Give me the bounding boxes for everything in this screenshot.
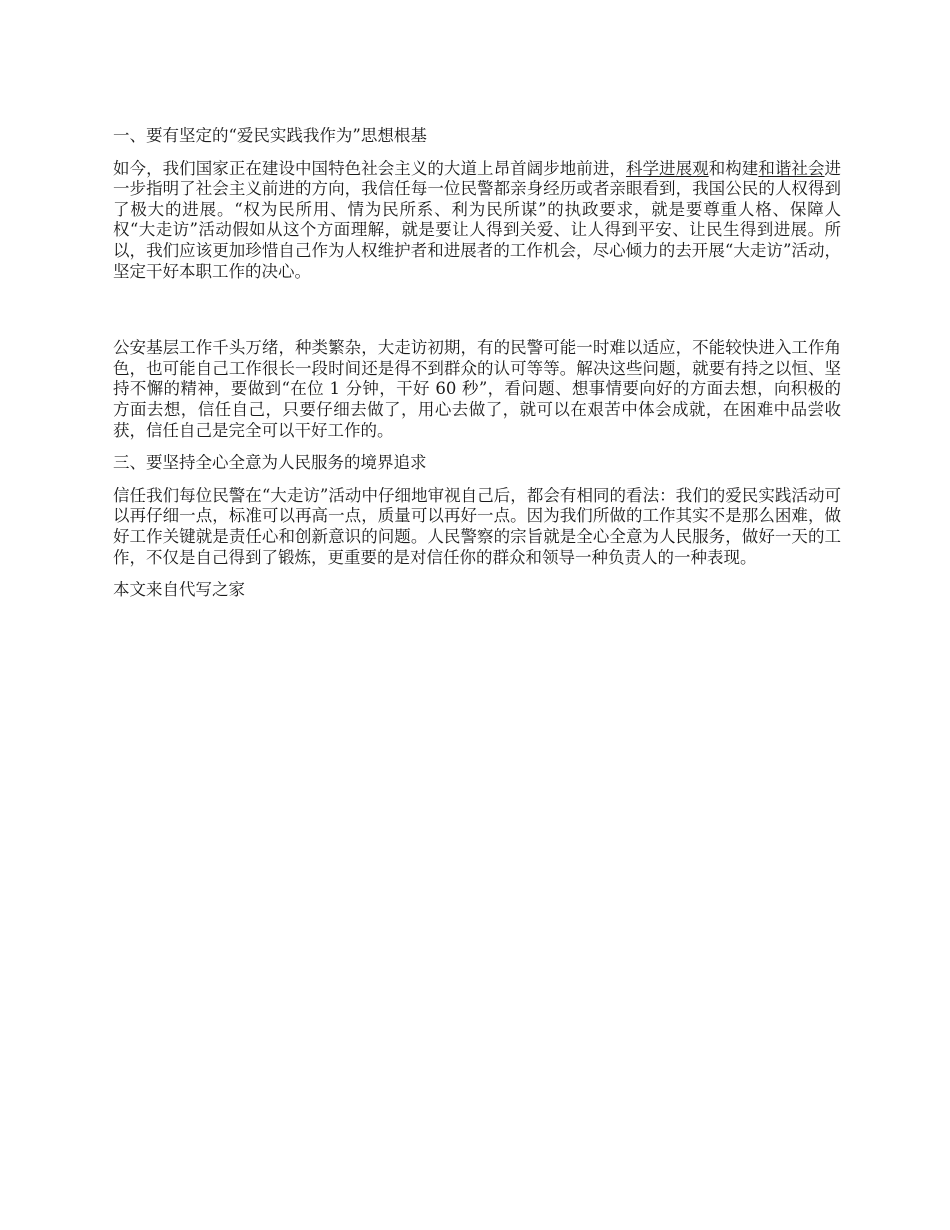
section-1-text-rest: 进一步指明了社会主义前进的方向，我信任每一位民警都亲身经历或者亲眼看到，我国公民的人权得到了极大的进展。“权为民所用、情为民所系、利为民所谋”的执政要求，就是要尊重人格、保障人权“大走访”活动假如从这个方面理解，就是要让人得到关爱、让人得到平安、让民生得到进展。所以，我们应该更加珍惜自己作为人权维护者和进展者的工作机会，尽心倾力的去开展“大走访”活动，坚定干好本职工作的决心。 <box>113 158 842 281</box>
section-3-heading: 三、要坚持全心全意为人民服务的境界追求 <box>113 453 427 473</box>
section-gap <box>113 294 841 338</box>
source-note: 本文来自代写之家 <box>113 580 245 600</box>
section-1-paragraph <box>113 159 841 283</box>
section-2-paragraph: 公安基层工作千头万绪，种类繁杂，大走访初期，有的民警可能一时难以适应，不能较快进入工作角色，也可能自己工作很长一段时间还是得不到群众的认可等等。解决这些问题，就要有持之以恒、坚持不懈的精神，要做到“在位 1 分钟，干好 60 秒”，看问题、想事情要向好的方面去想，向积极的方面去想，信任自己，只要仔细去做了，用心去做了，就可以在艰苦中体会成就，在困难中品尝收获，信任自己是完全可以干好工作的。 <box>113 338 841 440</box>
section-1-heading: 一、要有坚定的“爱民实践我作为”思想根基 <box>113 126 427 145</box>
harmonious-society-link[interactable]: 和谐社会 <box>758 158 825 178</box>
scientific-development-link[interactable]: 科学进展观 <box>625 158 709 178</box>
document-page <box>113 126 841 613</box>
section-1-text-start: 如今，我们国家正在建设中国特色社会主义的大道上昂首阔步地前进， <box>113 158 626 178</box>
section-1-text-connector: 和构建 <box>708 158 759 178</box>
section-3-paragraph: 信任我们每位民警在“大走访”活动中仔细地审视自己后，都会有相同的看法：我们的爱民实践活动可以再仔细一点，标准可以再高一点，质量可以再好一点。因为我们所做的工作其实不是那么困难，做好工作关键就是责任心和创新意识的问题。人民警察的宗旨就是全心全意为人民服务，做好一天的工作，不仅是自己得到了锻炼，更重要的是对信任你的群众和领导一种负责人的一种表现。 <box>113 485 841 567</box>
